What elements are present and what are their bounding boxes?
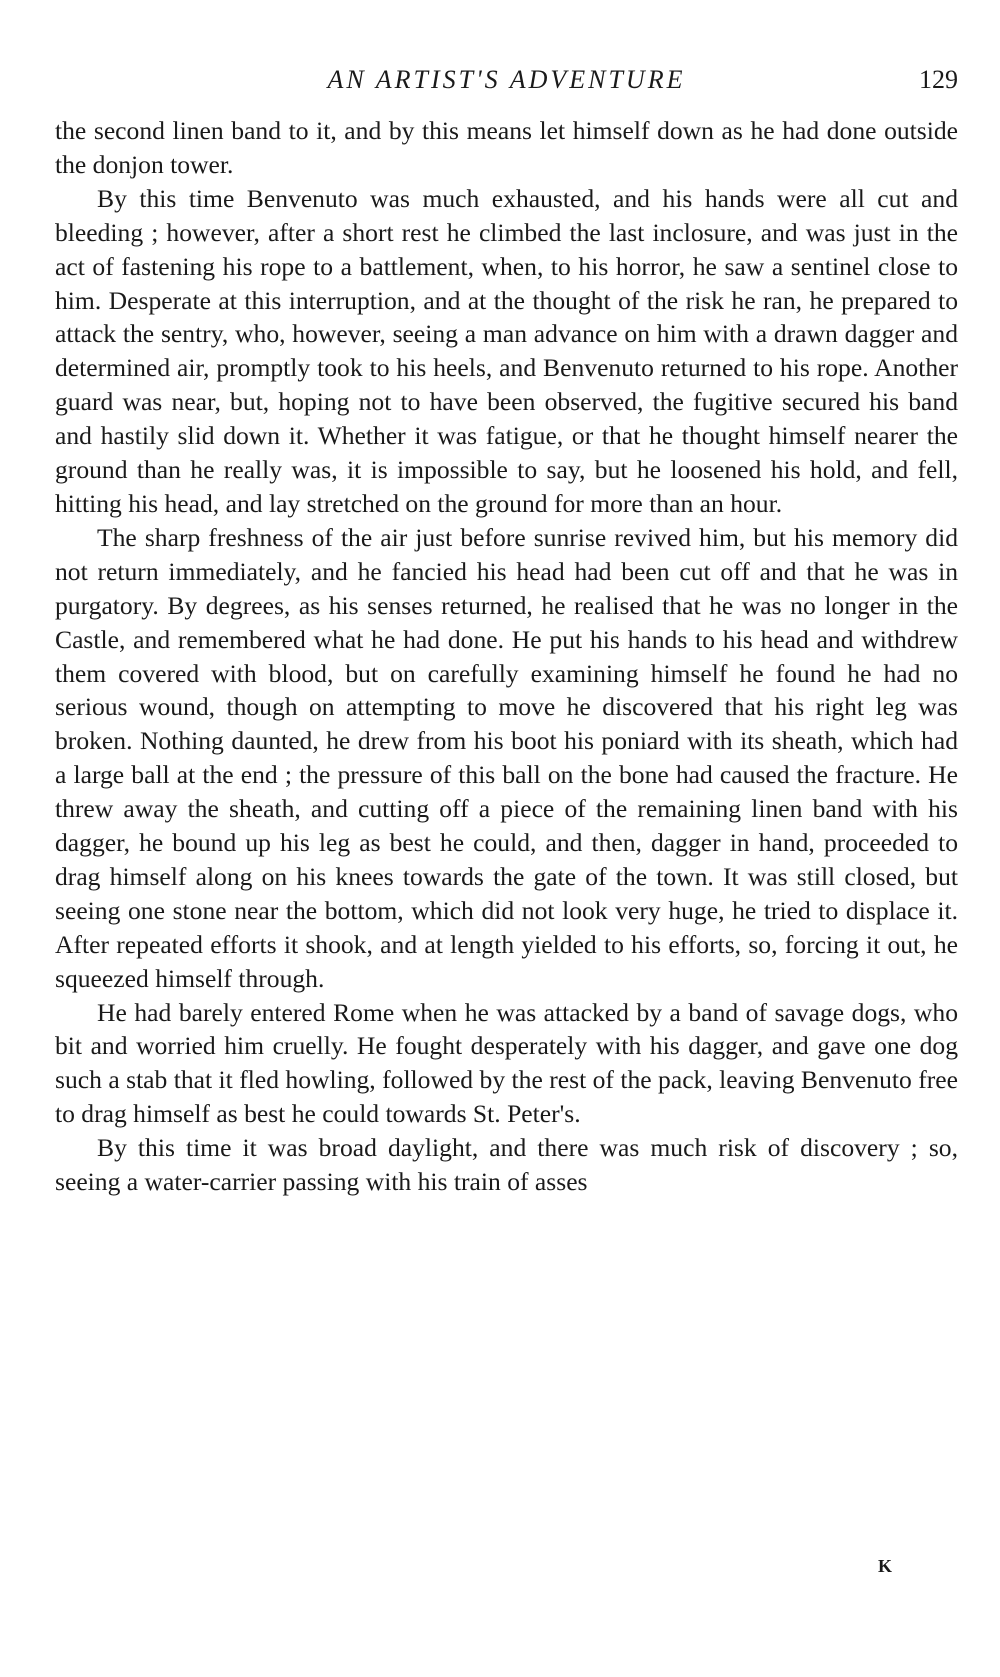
page-number: 129 [919,65,958,94]
paragraph-continuation: the second linen band to it, and by this means let himself down as he had done outside the donjon tower. [55,116,958,179]
signature-mark: K [878,1556,894,1576]
paragraph: The sharp freshness of the air just before sunrise revived him, but his memory did not return immediately, and he fancied his head had been cut off and that he was in purgatory. By degrees, as his senses returned, he realised that he was no longer in the Castle, and remembered what he had done. He put his hands to his head and withdrew them covered with blood, but on carefully examining himself he found he had no serious wound, though on attempting to move he discovered that his right leg was broken. Nothing daunted, he drew from his boot his poniard with its sheath, which had a large ball at the end ; the pressure of this ball on the bone had caused the fracture. He threw away the sheath, and cutting off a piece of the remaining linen band with his dagger, he bound up his leg as best he could, and then, dagger in hand, proceeded to drag himself along on his knees towards the gate of the town. It was still closed, but seeing one stone near the bottom, which did not look very huge, he tried to displace it. After repeated efforts it shook, and at length yielded to his efforts, so, forcing it out, he squeezed himself through. [55,522,958,993]
running-head [55,62,958,98]
paragraph: By this time it was broad daylight, and there was much risk of discovery ; so, seeing a water-carrier passing with his train of asses [55,1133,958,1197]
running-title: AN ARTIST'S ADVENTURE [327,65,686,94]
body-text [55,114,958,1199]
paragraph: He had barely entered Rome when he was attacked by a band of savage dogs, who bit and worried him cruelly. He fought desperately with his dagger, and gave one dog such a stab that it fled howling, followed by the rest of the pack, leaving Benvenuto free to drag himself as best he could towards St. Peter's. [55,997,958,1129]
paragraph: By this time Benvenuto was much exhausted, and his hands were all cut and bleeding ; however, after a short rest he climbed the last inclosure, and was just in the act of fastening his rope to a battlement, when, to his horror, he saw a sentinel close to him. Desperate at this interruption, and at the thought of the risk he ran, he prepared to attack the sentry, who, however, seeing a man advance on him with a drawn dagger and determined air, promptly took to his heels, and Benvenuto returned to his rope. Another guard was near, but, hoping not to have been observed, the fugitive secured his band and hastily slid down it. Whether it was fatigue, or that he thought himself nearer the ground than he really was, it is impossible to say, but he loosened his hold, and fell, hitting his head, and lay stretched on the ground for more than an hour. [55,183,958,518]
